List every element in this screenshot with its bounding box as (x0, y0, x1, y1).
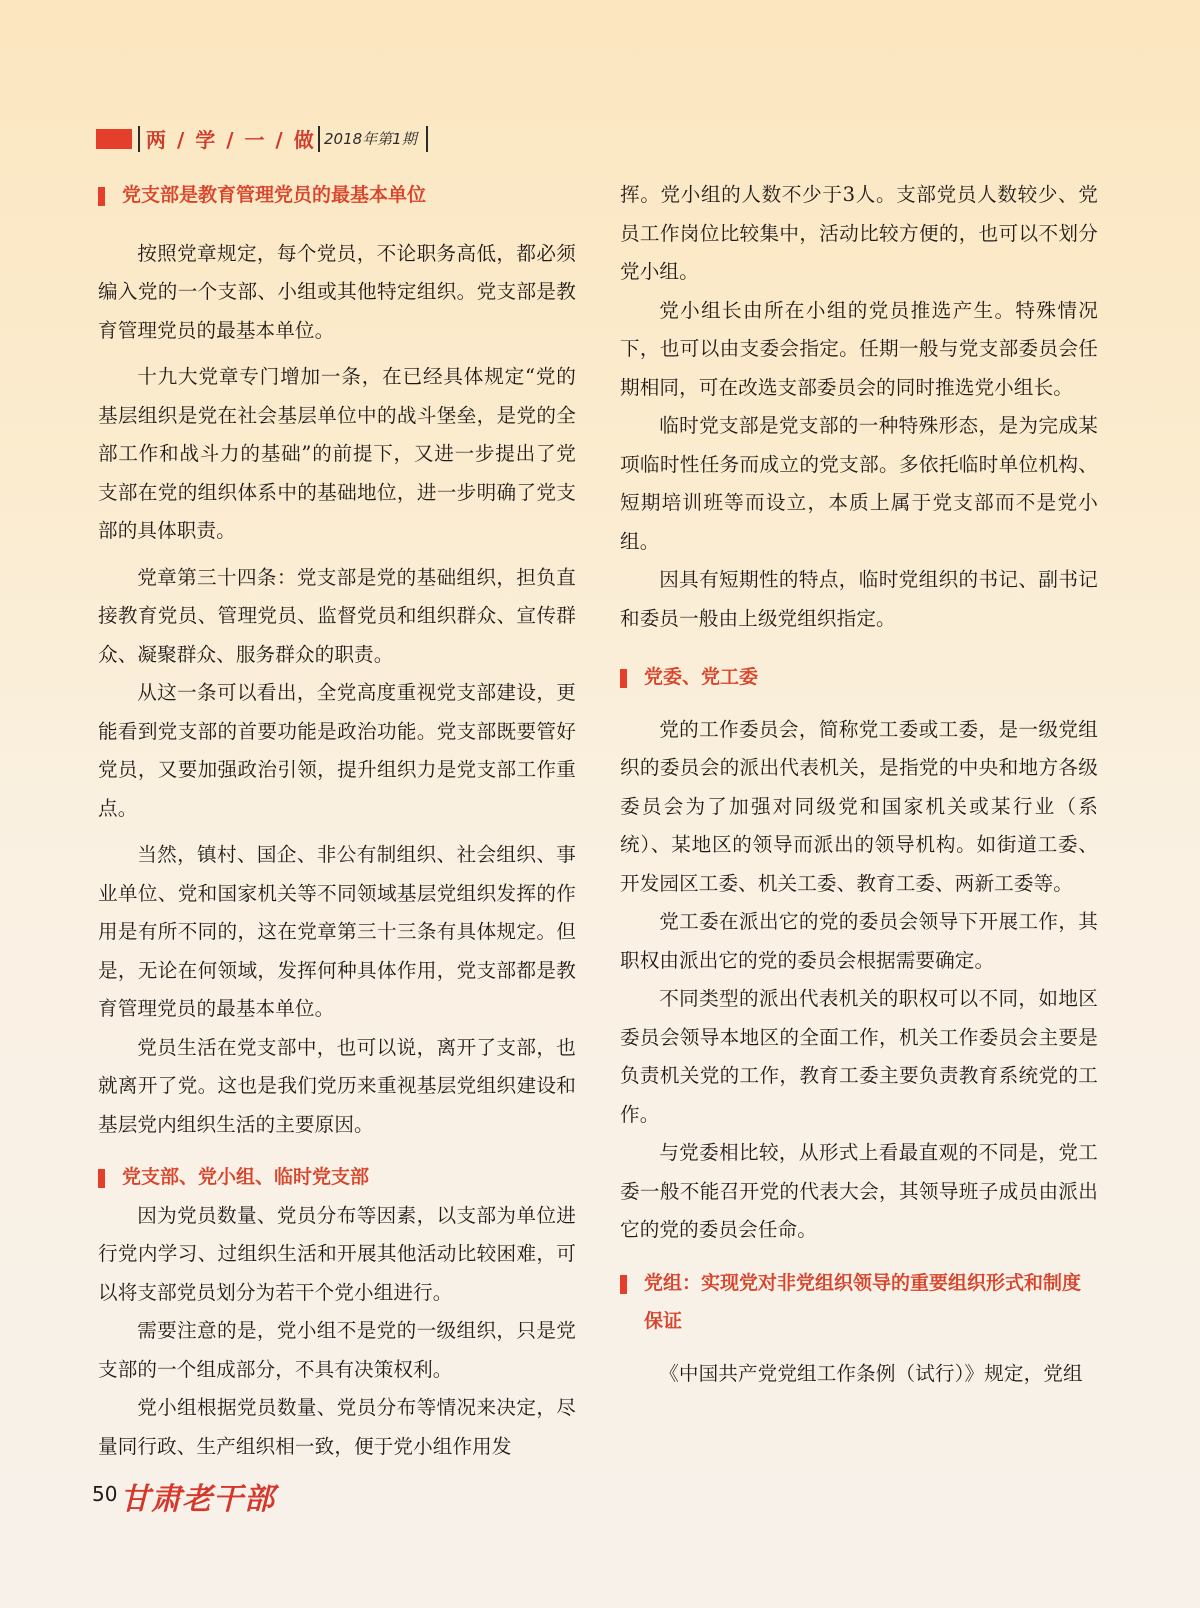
paragraph: 从这一条可以看出，全党高度重视党支部建设，更能看到党支部的首要功能是政治功能。党支部既要管好党员，又要加强政治引领，提升组织力是党支部工作重点。 (98, 681, 576, 820)
paragraph: 与党委相比较，从形式上看最直观的不同是，党工委一般不能召开党的代表大会，其领导班子成员由派出它的党的委员会任命。 (620, 1141, 1098, 1241)
paragraph: 党小组根据党员数量、党员分布等情况来决定，尽量同行政、生产组织相一致，便于党小组作用发 (98, 1396, 576, 1458)
right-column (620, 176, 1098, 1393)
heading-marker (620, 1275, 627, 1294)
paragraph: 挥。党小组的人数不少于3人。支部党员人数较少、党员工作岗位比较集中，活动比较方便的，也可以不划分党小组。 (620, 183, 1098, 283)
paragraph: 党工委在派出它的党的委员会领导下开展工作，其职权由派出它的党的委员会根据需要确定。 (620, 910, 1098, 972)
paragraph: 十九大党章专门增加一条，在已经具体规定“党的基层组织是党在社会基层单位中的战斗堡垒，是党的全部工作和战斗力的基础”的前提下，又进一步提出了党支部在党的组织体系中的基础地位，进一步明确了党支部的具体职责。 (98, 365, 576, 542)
section-heading: 党委、党工委 (620, 658, 1098, 697)
paragraph: 按照党章规定，每个党员，不论职务高低，都必须编入党的一个支部、小组或其他特定组织。党支部是教育管理党员的最基本单位。 (98, 241, 576, 342)
paragraph: 临时党支部是党支部的一种特殊形态，是为完成某项临时性任务而成立的党支部。多依托临时单位机构、短期培训班等而设立，本质上属于党支部而不是党小组。 (620, 414, 1098, 553)
paragraph: 因为党员数量、党员分布等因素，以支部为单位进行党内学习、过组织生活和开展其他活动比较困难，可以将支部党员划分为若干个党小组进行。 (98, 1203, 576, 1304)
section-heading: 党支部是教育管理党员的最基本单位 (98, 176, 576, 215)
left-column (98, 176, 576, 1466)
paragraph: 党小组长由所在小组的党员推选产生。特殊情况下，也可以由支委会指定。任期一般与党支部委员会任期相同，可在改选支部委员会的同时推选党小组长。 (620, 298, 1098, 399)
paragraph: 党的工作委员会，简称党工委或工委，是一级党组织的委员会的派出代表机关，是指党的中央和地方各级委员会为了加强对同级党和国家机关或某行业（系统）、某地区的领导而派出的领导机构。如街道工委、开发园区工委、机关工委、教育工委、两新工委等。 (620, 717, 1098, 895)
column-title: 两 / 学 / 一 / 做 (146, 128, 316, 152)
paragraph: 因具有短期性的特点，临时党组织的书记、副书记和委员一般由上级党组织指定。 (620, 568, 1098, 630)
page-footer (92, 1474, 392, 1517)
paragraph: 当然，镇村、国企、非公有制组织、社会组织、事业单位、党和国家机关等不同领域基层党组织发挥的作用是有所不同的，这在党章第三十三条有具体规定。但是，无论在何领域，发挥何种具体作用，党支部都是教育管理党员的最基本单位。 (98, 843, 576, 1020)
issue-label: 2018年第1期 (324, 130, 417, 148)
paragraph: 党员生活在党支部中，也可以说，离开了支部，也就离开了党。这也是我们党历来重视基层党组织建设和基层党内组织生活的主要原因。 (98, 1035, 576, 1136)
heading-marker (98, 1169, 105, 1188)
page-number: 50 (92, 1482, 118, 1506)
header-divider (426, 126, 428, 152)
running-header (96, 126, 476, 152)
paragraph: 不同类型的派出代表机关的职权可以不同，如地区委员会领导本地区的全面工作，机关工作委员会主要是负责机关党的工作，教育工委主要负责教育系统党的工作。 (620, 987, 1098, 1126)
section-heading: 党组：实现党对非党组织领导的重要组织形式和制度保证 (620, 1264, 1098, 1341)
header-accent-bar (96, 129, 132, 149)
paragraph: 需要注意的是，党小组不是党的一级组织，只是党支部的一个组成部分，不具有决策权利。 (98, 1319, 576, 1381)
header-divider (318, 126, 320, 152)
heading-marker (620, 669, 627, 688)
section-heading: 党支部、党小组、临时党支部 (98, 1158, 576, 1197)
heading-marker (98, 187, 105, 206)
paragraph: 《中国共产党党组工作条例（试行）》规定，党组 (659, 1361, 1083, 1385)
magazine-logo: 甘肃老干部 (120, 1482, 275, 1517)
paragraph: 党章第三十四条：党支部是党的基础组织，担负直接教育党员、管理党员、监督党员和组织群众、宣传群众、凝聚群众、服务群众的职责。 (98, 565, 576, 666)
header-divider (138, 126, 140, 152)
